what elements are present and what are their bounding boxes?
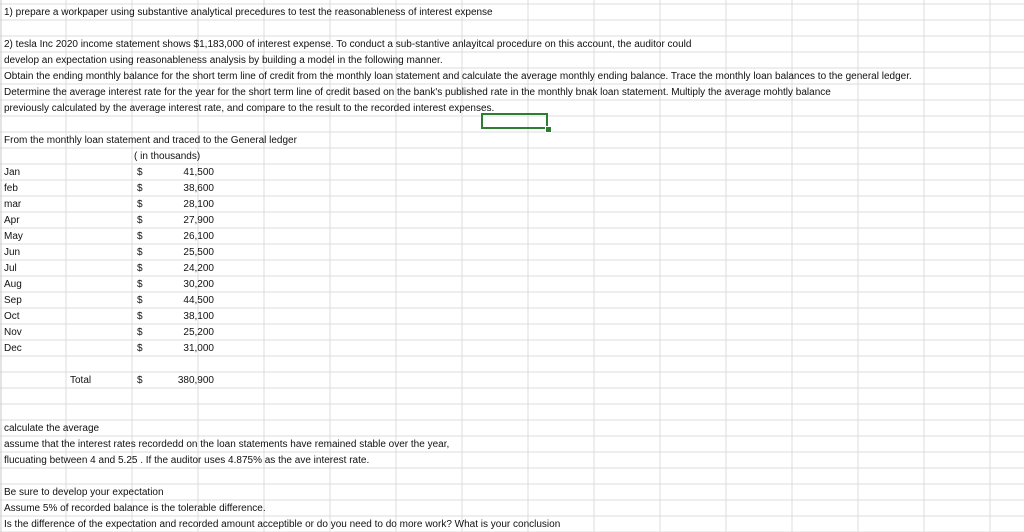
month-label[interactable]: Dec bbox=[4, 343, 22, 354]
currency-symbol[interactable]: $ bbox=[137, 295, 143, 306]
currency-symbol[interactable]: $ bbox=[137, 231, 143, 242]
month-value[interactable]: 24,200 bbox=[183, 263, 214, 274]
note-calculate-average[interactable]: calculate the average bbox=[4, 423, 100, 434]
currency-symbol[interactable]: $ bbox=[137, 183, 143, 194]
note-conclusion-question[interactable]: Is the difference of the expectation and recorded amount acceptible or do you need to do more work? What is your conclusion bbox=[4, 519, 561, 530]
currency-symbol[interactable]: $ bbox=[137, 343, 143, 354]
total-currency-symbol[interactable]: $ bbox=[137, 375, 143, 386]
question-2-line-2[interactable]: develop an expectation using reasonableness analysis by building a model in the following manner. bbox=[4, 55, 443, 66]
question-2-line-5[interactable]: previously calculated by the average interest rate, and compare to the result to the recorded interest expenses. bbox=[4, 103, 495, 114]
month-label[interactable]: Jul bbox=[4, 263, 17, 274]
month-label[interactable]: Jan bbox=[4, 167, 21, 178]
note-interest-rates-stable[interactable]: assume that the interest rates recordedd on the loan statements have remained stable over the year, bbox=[4, 439, 450, 450]
month-value[interactable]: 25,500 bbox=[183, 247, 214, 258]
currency-symbol[interactable]: $ bbox=[137, 327, 143, 338]
month-label[interactable]: Aug bbox=[4, 279, 22, 290]
table-title[interactable]: From the monthly loan statement and traced to the General ledger bbox=[4, 135, 297, 146]
question-2-line-3[interactable]: Obtain the ending monthly balance for the short term line of credit from the monthly loan statement and calculate the average monthly ending balance. Trace the monthly loan balances to the general ledger. bbox=[4, 71, 912, 82]
month-value[interactable]: 27,900 bbox=[183, 215, 214, 226]
month-value[interactable]: 26,100 bbox=[183, 231, 214, 242]
units-label[interactable]: ( in thousands) bbox=[134, 151, 201, 162]
month-value[interactable]: 44,500 bbox=[183, 295, 214, 306]
currency-symbol[interactable]: $ bbox=[137, 311, 143, 322]
month-label[interactable]: mar bbox=[4, 199, 22, 210]
month-value[interactable]: 25,200 bbox=[183, 327, 214, 338]
month-value[interactable]: 28,100 bbox=[183, 199, 214, 210]
question-1-cell[interactable]: 1) prepare a workpaper using substantive analytical precedures to test the reasonableness of interest expense bbox=[4, 7, 493, 18]
note-develop-expectation[interactable]: Be sure to develop your expectation bbox=[4, 487, 164, 498]
currency-symbol[interactable]: $ bbox=[137, 263, 143, 274]
currency-symbol[interactable]: $ bbox=[137, 279, 143, 290]
month-value[interactable]: 31,000 bbox=[183, 343, 214, 354]
month-label[interactable]: Apr bbox=[4, 215, 20, 226]
question-2-line-1[interactable]: 2) tesla Inc 2020 income statement shows $1,183,000 of interest expense. To conduct a sub-stantive anlayitcal procedure on this account, the auditor could bbox=[4, 39, 692, 50]
month-label[interactable]: May bbox=[4, 231, 23, 242]
total-value[interactable]: 380,900 bbox=[177, 375, 214, 386]
currency-symbol[interactable]: $ bbox=[137, 247, 143, 258]
currency-symbol[interactable]: $ bbox=[137, 167, 143, 178]
month-value[interactable]: 38,600 bbox=[183, 183, 214, 194]
month-label[interactable]: Jun bbox=[4, 247, 21, 258]
total-label[interactable]: Total bbox=[70, 375, 92, 386]
month-value[interactable]: 38,100 bbox=[183, 311, 214, 322]
month-value[interactable]: 41,500 bbox=[183, 167, 214, 178]
month-label[interactable]: Oct bbox=[4, 311, 20, 322]
fill-handle[interactable] bbox=[545, 126, 552, 133]
active-cell-selection[interactable] bbox=[481, 113, 548, 129]
currency-symbol[interactable]: $ bbox=[137, 215, 143, 226]
note-tolerable-difference[interactable]: Assume 5% of recorded balance is the tolerable difference. bbox=[4, 503, 266, 514]
month-label[interactable]: Nov bbox=[4, 327, 22, 338]
currency-symbol[interactable]: $ bbox=[137, 199, 143, 210]
question-2-line-4[interactable]: Determine the average interest rate for the year for the short term line of credit based on the bank's published rate in the monthly bnak loan statement. Multiply the average mohtly balance bbox=[4, 87, 831, 98]
month-value[interactable]: 30,200 bbox=[183, 279, 214, 290]
month-label[interactable]: feb bbox=[4, 183, 18, 194]
note-interest-rate-range[interactable]: flucuating between 4 and 5.25 . If the auditor uses 4.875% as the ave interest rate. bbox=[4, 455, 370, 466]
month-label[interactable]: Sep bbox=[4, 295, 22, 306]
